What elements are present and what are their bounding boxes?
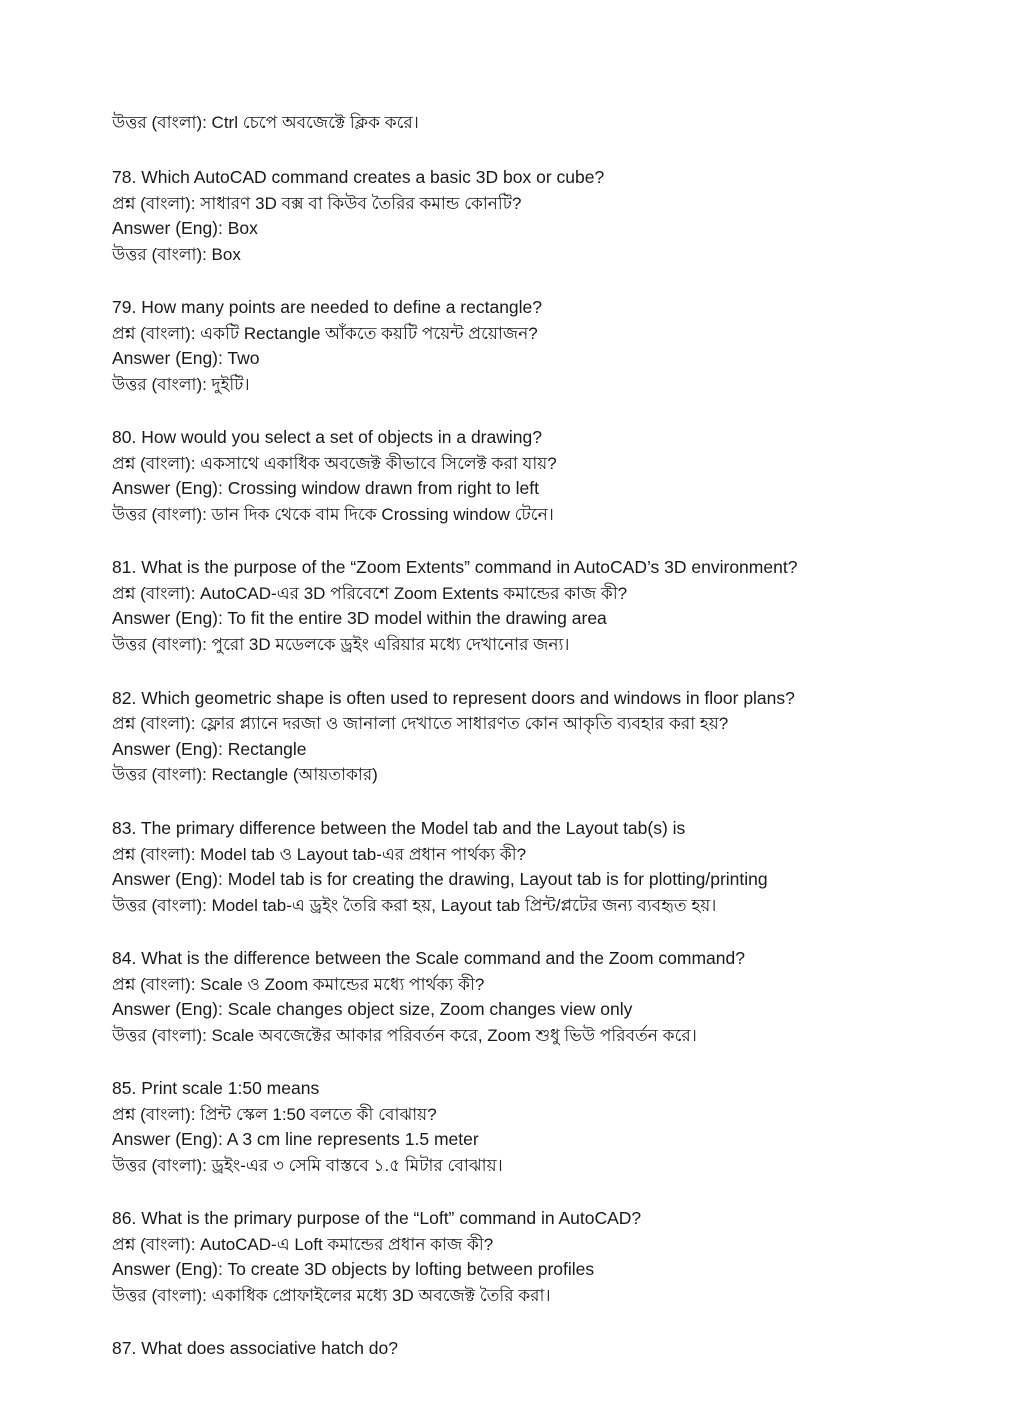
question-bangla: প্রশ্ন (বাংলা): ফ্লোর প্ল্যানে দরজা ও জানালা দেখাতে সাধারণত কোন আকৃতি ব্যবহার করা হয়? bbox=[112, 714, 729, 734]
answer-bangla: উত্তর (বাংলা): Model tab-এ ড্রইং তৈরি করা হয়, Layout tab প্রিন্ট/প্লটের জন্য ব্যবহৃত হয়। bbox=[112, 895, 717, 915]
question-english: 86. What is the primary purpose of the “Loft” command in AutoCAD? bbox=[112, 1207, 642, 1228]
question-english: 85. Print scale 1:50 means bbox=[112, 1077, 320, 1098]
answer-english: Answer (Eng): Scale changes object size, Zoom changes view only bbox=[112, 998, 633, 1019]
answer-english: Answer (Eng): A 3 cm line represents 1.5 meter bbox=[112, 1128, 479, 1149]
answer-bangla: উত্তর (বাংলা): একাধিক প্রোফাইলের মধ্যে 3D অবজেক্ট তৈরি করা। bbox=[112, 1285, 551, 1305]
answer-bangla: উত্তর (বাংলা): ডান দিক থেকে বাম দিকে Crossing window টেনে। bbox=[112, 505, 554, 525]
answer-english: Answer (Eng): Model tab is for creating the drawing, Layout tab is for plotting/printing bbox=[112, 868, 768, 889]
answer-english: Answer (Eng): Crossing window drawn from right to left bbox=[112, 478, 539, 499]
continuation-answer-line: উত্তর (বাংলা): Ctrl চেপে অবজেক্টে ক্লিক করে। bbox=[112, 113, 419, 132]
question-english: 78. Which AutoCAD command creates a basic 3D box or cube? bbox=[112, 167, 605, 188]
qa-block bbox=[112, 816, 912, 918]
question-english: 83. The primary difference between the Model tab and the Layout tab(s) is bbox=[112, 817, 686, 838]
question-bangla: প্রশ্ন (বাংলা): একসাথে একাধিক অবজেক্ট কীভাবে সিলেক্ট করা যায়? bbox=[112, 454, 557, 474]
answer-bangla: উত্তর (বাংলা): Scale অবজেক্টের আকার পরিবর্তন করে, Zoom শুধু ভিউ পরিবর্তন করে। bbox=[112, 1025, 697, 1045]
question-bangla: প্রশ্ন (বাংলা): প্রিন্ট স্কেল 1:50 বলতে কী বোঝায়? bbox=[112, 1104, 437, 1124]
question-bangla: প্রশ্ন (বাংলা): Model tab ও Layout tab-এর প্রধান পার্থক্য কী? bbox=[112, 844, 527, 864]
answer-english: Answer (Eng): Rectangle bbox=[112, 738, 307, 759]
answer-english: Answer (Eng): Box bbox=[112, 218, 258, 239]
answer-english: Answer (Eng): Two bbox=[112, 348, 260, 369]
answer-bangla: উত্তর (বাংলা): Box bbox=[112, 245, 241, 265]
answer-bangla: উত্তর (বাংলা): ড্রইং-এর ৩ সেমি বাস্তবে ১.৫ মিটার বোঝায়। bbox=[112, 1155, 503, 1175]
qa-block bbox=[112, 946, 912, 1048]
answer-english: Answer (Eng): To create 3D objects by lofting between profiles bbox=[112, 1258, 595, 1279]
answer-bangla: উত্তর (বাংলা): Rectangle (আয়তাকার) bbox=[112, 765, 378, 785]
question-bangla: প্রশ্ন (বাংলা): Scale ও Zoom কমান্ডের মধ্যে পার্থক্য কী? bbox=[112, 974, 485, 994]
qa-block bbox=[112, 295, 912, 397]
answer-bangla: উত্তর (বাংলা): পুরো 3D মডেলকে ড্রইং এরিয়ার মধ্যে দেখানোর জন্য। bbox=[112, 635, 570, 655]
qa-block bbox=[112, 555, 912, 657]
question-bangla: প্রশ্ন (বাংলা): AutoCAD-এ Loft কমান্ডের প্রধান কাজ কী? bbox=[112, 1234, 494, 1254]
qa-block bbox=[112, 686, 912, 788]
next-question-english: 87. What does associative hatch do? bbox=[112, 1338, 399, 1358]
question-english: 81. What is the purpose of the “Zoom Extents” command in AutoCAD’s 3D environment? bbox=[112, 557, 798, 578]
question-english: 84. What is the difference between the Scale command and the Zoom command? bbox=[112, 947, 745, 968]
answer-bangla: উত্তর (বাংলা): দুইটি। bbox=[112, 375, 250, 395]
answer-english: Answer (Eng): To fit the entire 3D model within the drawing area bbox=[112, 608, 607, 629]
qa-block bbox=[112, 425, 912, 527]
question-bangla: প্রশ্ন (বাংলা): AutoCAD-এর 3D পরিবেশে Zoom Extents কমান্ডের কাজ কী? bbox=[112, 584, 628, 604]
qa-block bbox=[112, 165, 912, 267]
qa-block bbox=[112, 1076, 912, 1178]
question-english: 80. How would you select a set of objects in a drawing? bbox=[112, 427, 542, 448]
question-bangla: প্রশ্ন (বাংলা): একটি Rectangle আঁকতে কয়টি পয়েন্ট প্রয়োজন? bbox=[112, 324, 538, 344]
question-english: 82. Which geometric shape is often used to represent doors and windows in floor plans? bbox=[112, 687, 795, 708]
question-bangla: প্রশ্ন (বাংলা): সাধারণ 3D বক্স বা কিউব তৈরির কমান্ড কোনটি? bbox=[112, 194, 522, 214]
qa-block bbox=[112, 1206, 912, 1308]
question-english: 79. How many points are needed to define a rectangle? bbox=[112, 297, 543, 318]
